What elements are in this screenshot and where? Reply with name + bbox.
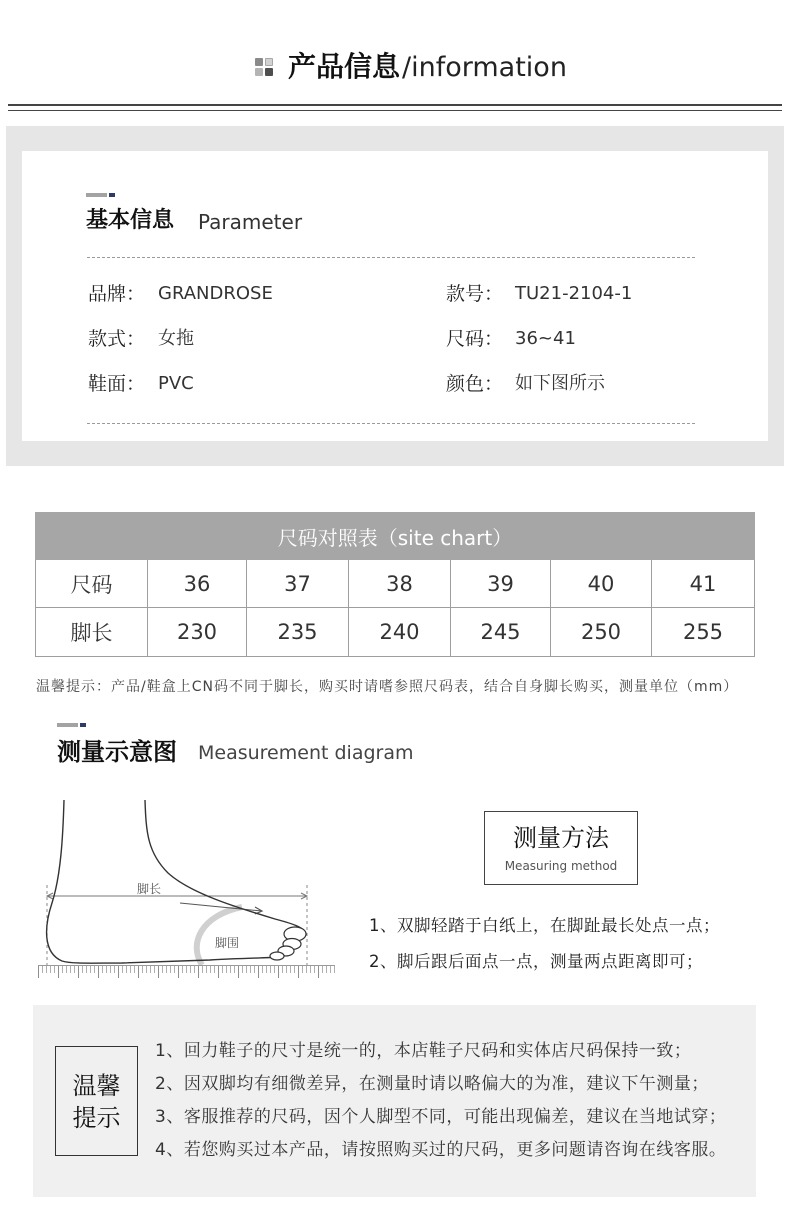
param-label-model: 款号： xyxy=(446,283,504,305)
size-chart-title: 尺码对照表（site chart） xyxy=(36,513,755,560)
parameter-heading-en: Parameter xyxy=(198,210,303,234)
table-cell: 40 xyxy=(551,560,652,608)
foot-girth-label: 脚围 xyxy=(215,936,240,950)
measurement-step: 2、脚后跟后面点一点，测量两点距离即可； xyxy=(369,952,703,971)
tips-label-line: 温馨 xyxy=(72,1072,121,1100)
size-chart-table xyxy=(35,512,755,657)
measuring-method-subtitle: Measuring method xyxy=(504,859,618,873)
param-label-style: 款式： xyxy=(88,328,146,350)
param-value-model: TU21-2104-1 xyxy=(515,283,633,304)
list-item: 4、若您购买过本产品，请按照购买过的尺码，更多问题请咨询在线客服。 xyxy=(155,1140,727,1160)
parameter-heading: 基本信息 xyxy=(86,208,175,233)
section-accent-square xyxy=(80,723,86,727)
foot-measurement-diagram xyxy=(30,795,350,965)
little-toe xyxy=(270,952,284,960)
table-cell: 250 xyxy=(551,608,652,657)
param-label-brand: 品牌： xyxy=(88,283,146,305)
table-row xyxy=(36,560,755,608)
toe-pointer-line xyxy=(180,903,262,911)
dashed-divider xyxy=(87,423,695,424)
table-cell: 39 xyxy=(451,560,551,608)
tips-label-box xyxy=(55,1046,138,1156)
table-cell: 255 xyxy=(652,608,755,657)
table-cell: 36 xyxy=(148,560,247,608)
page-title-en: /information xyxy=(402,52,567,83)
tips-list xyxy=(155,1035,726,1167)
measurement-heading: 测量示意图 xyxy=(57,738,177,766)
param-label-color: 颜色： xyxy=(446,373,504,395)
param-label-upper: 鞋面： xyxy=(88,373,146,395)
param-label-size: 尺码： xyxy=(446,328,504,350)
param-value-upper: PVC xyxy=(158,373,194,394)
table-cell: 41 xyxy=(652,560,755,608)
page-title-cn: 产品信息 xyxy=(288,50,401,83)
param-value-style: 女拖 xyxy=(158,328,194,349)
measuring-method-box xyxy=(484,811,638,885)
section-accent-bar xyxy=(57,723,78,727)
section-accent-bar xyxy=(86,193,107,197)
section-accent-square xyxy=(109,193,115,197)
parameter-card xyxy=(22,151,768,441)
table-cell: 245 xyxy=(451,608,551,657)
measuring-method-title: 测量方法 xyxy=(513,824,609,852)
table-cell: 230 xyxy=(148,608,247,657)
foot-length-label: 脚长 xyxy=(137,882,162,896)
param-value-size: 36~41 xyxy=(515,328,576,349)
dashed-divider xyxy=(87,257,695,258)
measurement-step: 1、双脚轻踏于白纸上，在脚趾最长处点一点； xyxy=(369,916,720,935)
foot-sole-outline xyxy=(47,800,284,963)
size-note: 温馨提示：产品/鞋盒上CN码不同于脚长，购买时请嗜参照尺码表，结合自身脚长购买，测量单位（mm） xyxy=(36,679,739,695)
parameter-panel xyxy=(6,126,784,466)
table-row xyxy=(36,608,755,657)
header-divider xyxy=(8,104,782,111)
ruler xyxy=(38,965,335,979)
param-value-color: 如下图所示 xyxy=(515,373,605,394)
table-cell: 235 xyxy=(247,608,349,657)
table-cell: 240 xyxy=(349,608,451,657)
param-value-brand: GRANDROSE xyxy=(158,283,273,304)
tips-panel xyxy=(33,1005,756,1197)
list-item: 3、客服推荐的尺码，因个人脚型不同，可能出现偏差，建议在当地试穿； xyxy=(155,1107,727,1127)
tips-label-line: 提示 xyxy=(72,1104,121,1132)
measurement-heading-en: Measurement diagram xyxy=(198,742,414,764)
table-cell: 37 xyxy=(247,560,349,608)
table-cell: 38 xyxy=(349,560,451,608)
row-header-foot-length: 脚长 xyxy=(36,608,148,657)
row-header-size: 尺码 xyxy=(36,560,148,608)
list-item: 2、因双脚均有细微差异，在测量时请以略偏大的为准，建议下午测量； xyxy=(155,1074,709,1094)
page-title xyxy=(288,47,567,91)
list-item: 1、回力鞋子的尺寸是统一的，本店鞋子尺码和实体店尺码保持一致； xyxy=(155,1041,692,1061)
grid-icon xyxy=(255,58,274,77)
